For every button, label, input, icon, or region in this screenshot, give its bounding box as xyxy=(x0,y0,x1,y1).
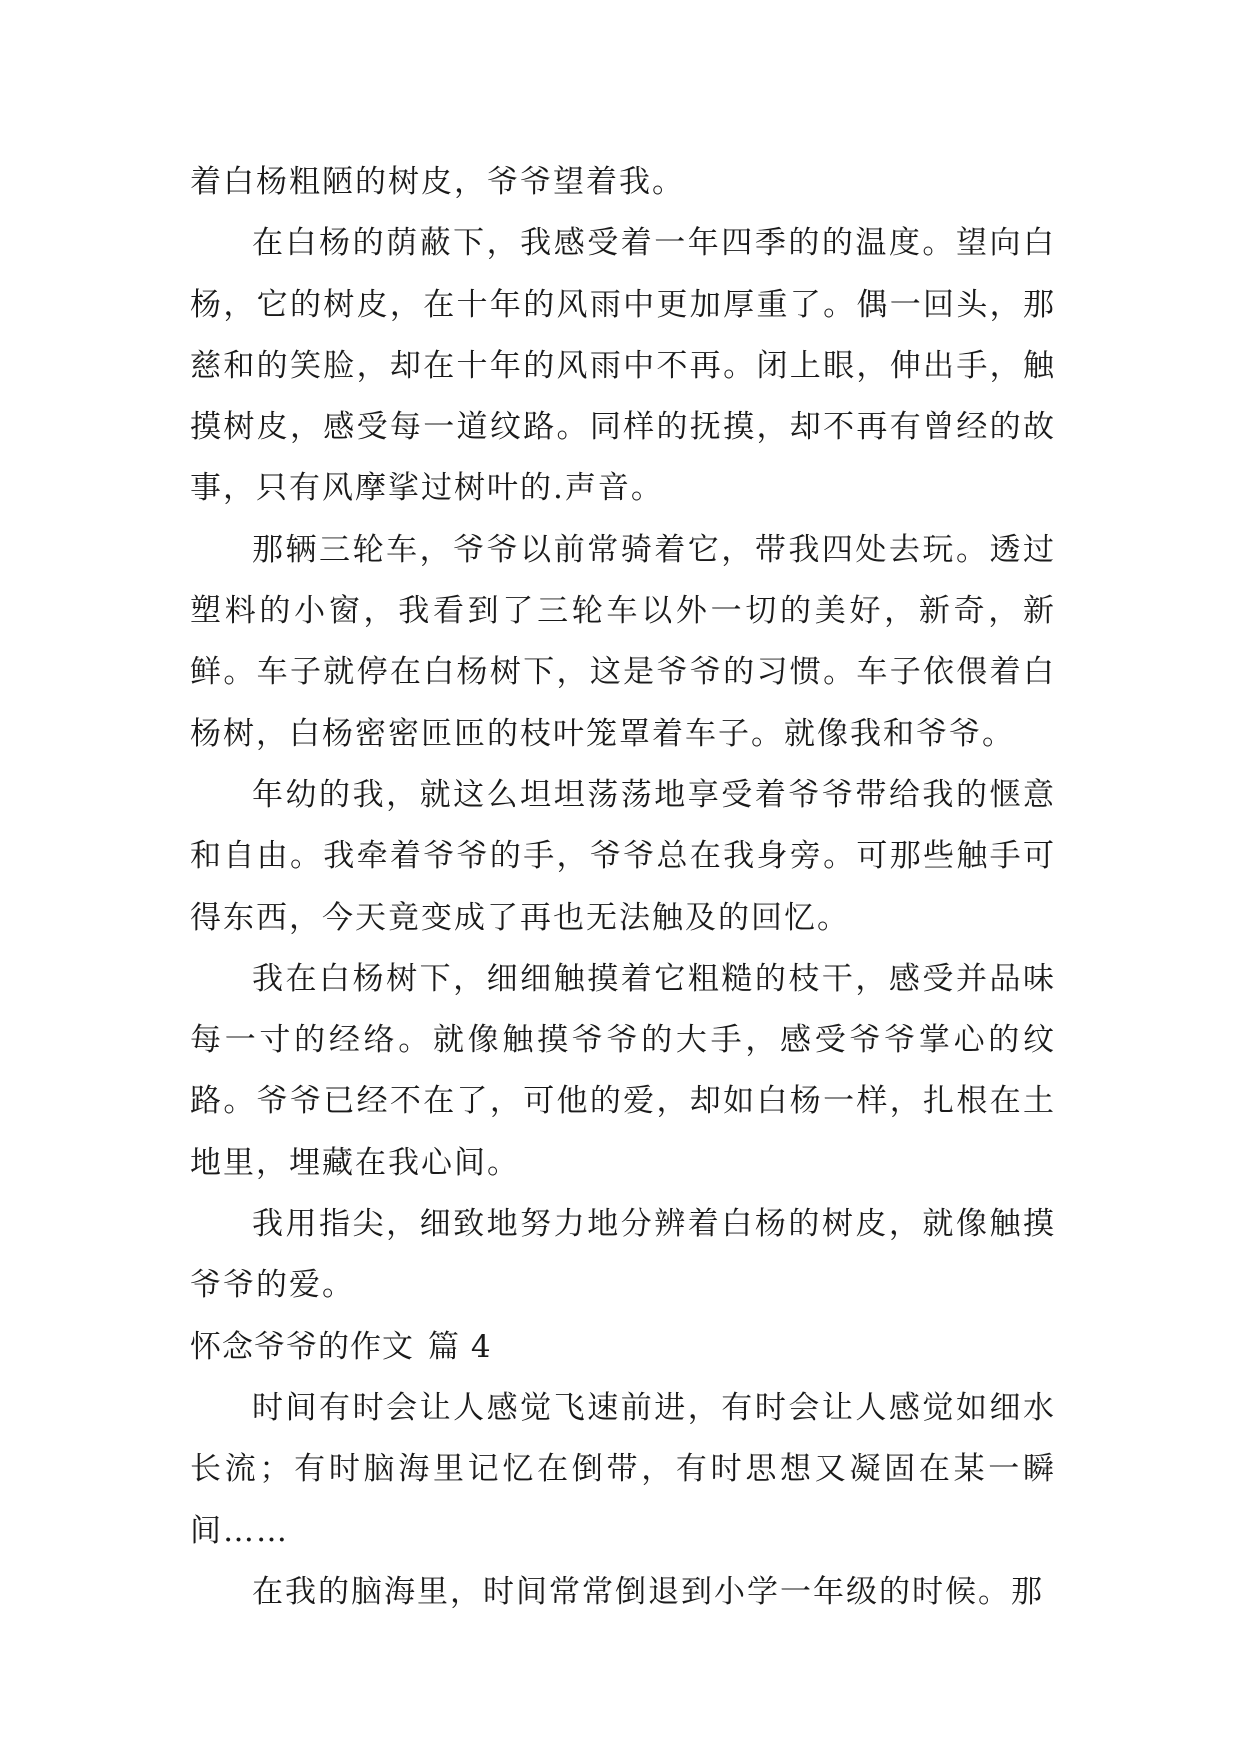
section-heading-number: 篇 4 xyxy=(428,1328,492,1365)
paragraph: 在我的脑海里，时间常常倒退到小学一年级的时候。那 xyxy=(252,1573,1044,1610)
paragraph: 我用指尖，细致地努力地分辨着白杨的树皮，就像触摸爷爷的爱。 xyxy=(190,1206,1056,1304)
section-heading xyxy=(190,1317,1056,1378)
paragraph: 时间有时会让人感觉飞速前进，有时会让人感觉如细水长流；有时脑海里记忆在倒带，有时思想又凝固在某一瞬间…… xyxy=(190,1389,1056,1549)
section-heading-title: 怀念爷爷的作文 xyxy=(190,1328,414,1365)
paragraph-continuation: 着白杨粗陋的树皮，爷爷望着我。 xyxy=(190,164,685,200)
document-page xyxy=(190,152,1056,1623)
paragraph: 年幼的我，就这么坦坦荡荡地享受着爷爷带给我的惬意和自由。我牵着爷爷的手，爷爷总在我身旁。可那些触手可得东西，今天竟变成了再也无法触及的回忆。 xyxy=(190,776,1056,936)
paragraph: 在白杨的荫蔽下，我感受着一年四季的的温度。望向白杨，它的树皮，在十年的风雨中更加厚重了。偶一回头，那慈和的笑脸，却在十年的风雨中不再。闭上眼，伸出手，触摸树皮，感受每一道纹路。同样的抚摸，却不再有曾经的故事，只有风摩挲过树叶的.声音。 xyxy=(190,225,1056,507)
paragraph: 我在白杨树下，细细触摸着它粗糙的枝干，感受并品味每一寸的经络。就像触摸爷爷的大手，感受爷爷掌心的纹路。爷爷已经不在了，可他的爱，却如白杨一样，扎根在土地里，埋藏在我心间。 xyxy=(190,960,1056,1181)
paragraph: 那辆三轮车，爷爷以前常骑着它，带我四处去玩。透过塑料的小窗，我看到了三轮车以外一切的美好，新奇，新鲜。车子就停在白杨树下，这是爷爷的习惯。车子依偎着白杨树，白杨密密匝匝的枝叶笼罩着车子。就像我和爷爷。 xyxy=(190,531,1056,752)
